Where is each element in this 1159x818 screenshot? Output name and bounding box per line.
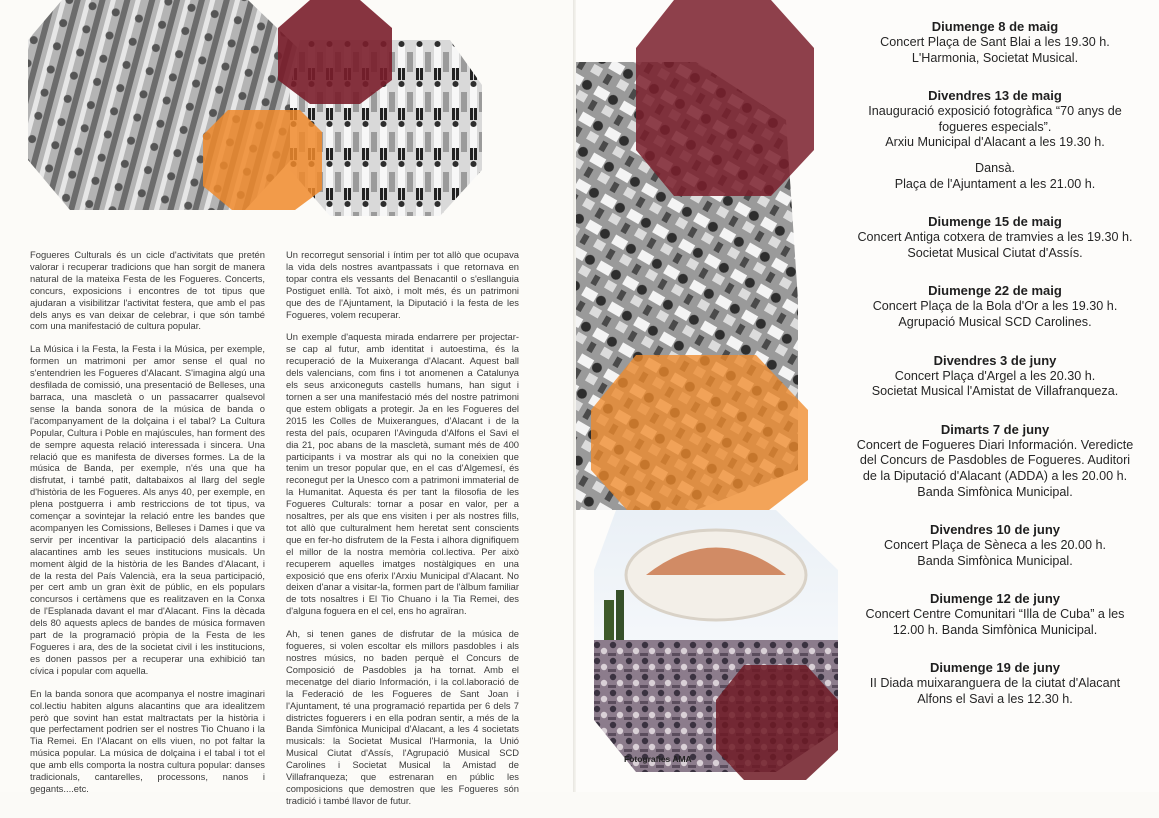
event-detail: Concert de Fogueres Diari Información. Veredicte: [856, 437, 1134, 452]
orange-octagon: [203, 110, 322, 210]
maroon-octagon-bottom: [716, 665, 838, 780]
event-date: Diumenge 12 de juny: [929, 591, 1061, 607]
event-detail: Concert Plaça de la Bola d'Or a les 19.30 h.: [872, 299, 1118, 314]
right-page: [576, 0, 1159, 792]
paragraph: Un exemple d'aquesta mirada endarrere per projectar-se cap al futur, amb identitat i autoestima, és la recuperació de la Muixeranga d'Alacant. Aquest ball dels valencians, com fins i tot anomenen a Catalunya els seus arxiconeguts castells humans, han sigut i tornen a ser una manifestació més del nostre patrimoni que estem obligats a protegir. Ja en les Fogueres del 2015 les Colles de Muixerangues, d'Alacant i de la resta del país, ocuparen l'Avinguda d'Alfons el Savi el dia 21, poc abans de la mascletà, sumant més de 400 participants i va mostrar als qui no la coneixien que tenim un tresor popular que, en el cas d'Algemesí, és reconegut per la Unesco com a patrimoni immaterial de la Humanitat. Aquesta és per tant la filosofia de les Fogueres Culturals: tornar a posar en valor, per a nosaltres, per als que ens visiten i per als nostres fills, tot allò que culturalment hem heretat sent conscients que en fer-ho disfrutem de la Festa i alhora dignifiquem el millor de la nostra memòria col.lectiva. Per això recuperem aquelles imatges nostàlgiques en una exposició que ens oferix l'Arxiu Municipal d'Alacant. No deixen d'anar a visitar-la, formen part de l'àlbum familiar de tots nosaltres i El Tio Chuano i la Tia Remei, des d'alguna foguera en el cel, ens ho agraïran.: [286, 331, 519, 617]
event-item: [840, 353, 1150, 400]
event-date: Dimarts 7 de juny: [940, 421, 1050, 437]
event-detail: Arxiu Municipal d'Alacant a les 19.30 h.: [885, 135, 1105, 150]
event-item: [840, 283, 1150, 330]
events-schedule: [840, 19, 1150, 723]
event-date: Diumenge 15 de maig: [928, 214, 1062, 230]
event-date: Diumenge 8 de maig: [931, 19, 1059, 34]
event-date: Diumenge 19 de juny: [929, 660, 1061, 676]
photo-collage-right: [576, 0, 846, 792]
event-item: [840, 422, 1150, 500]
event-detail: Agrupació Musical SCD Carolines.: [898, 314, 1092, 329]
event-detail: fogueres especials”.: [938, 119, 1052, 134]
left-page: [0, 0, 576, 806]
event-date: Divendres 3 de juny: [933, 352, 1057, 368]
event-date: Diumenge 22 de maig: [928, 283, 1062, 299]
event-detail: Alfons el Savi a les 12.30 h.: [917, 692, 1073, 707]
event-detail: Plaça de l'Ajuntament a les 21.00 h.: [894, 176, 1096, 191]
photo-credit: Fotografies AMA: [624, 754, 692, 764]
event-date: Divendres 13 de maig: [928, 88, 1062, 104]
event-item: [840, 88, 1150, 192]
paragraph: Ah, si tenen ganes de disfrutar de la música de fogueres, si volen escoltar els millors pasdobles i als nostres músics, no baden perquè el Concurs de Composició de Pasdobles ja ha tornat. Amb el mecenatge del diario Información, i la col.laboració de la Federació de les Fogueres de Sant Joan i l'Ajuntament, té una programació repartida per 6 dels 7 districtes foguerers i en ella podran sentir, a més de la Banda Simfònica Municipal d'Alacant, a les 4 societats musicals: la Societat Musical l'Harmonia, la Unió Musical Ciutat d'Assís, l'Agrupació Musical SCD Carolines i Societat Musical la Amistad de Villafranqueza; que estrenaran en públic les composicions que demostren que les Fogueres són tradició i també llavor de futur.: [286, 628, 519, 806]
event-item: [840, 660, 1150, 707]
event-detail: de la Diputació d'Alacant (ADDA) a les 20.00 h.: [862, 468, 1128, 483]
paragraph: Fogueres Culturals és un cicle d'activitats que pretén valorar i recuperar tradicions que han sorgit de manera natural de la mateixa Festa de les Fogueres. Concerts, concurs, exposicions i encontres de tot tipus que ajudaran a visibilitzar l'activitat festera, que amb el pas dels anys es van deixar de celebrar, i que són també com una manifestació de cultura popular.: [30, 249, 265, 332]
event-item: [840, 522, 1150, 569]
article-column-1: [30, 249, 265, 806]
paragraph: En la banda sonora que acompanya el nostre imaginari col.lectiu habiten alguns alacantins que ara idealitzem però que sovint han estat maltractats per la història i que perfectament podrien ser el nostres Tio Chuano i la Tia Remei. En l'Alacant on ells viuen, no pot faltar la música popular. La música de dolçaina i el tabal i tot el que amb ells comporta la nostra cultura popular: danses tradicionals, cantarelles, processons, nanos i gegants....etc.: [30, 687, 265, 794]
event-detail: Concert Plaça de Sant Blai a les 19.30 h.: [880, 35, 1110, 49]
paragraph: Un recorregut sensorial i íntim per tot allò que ocupava la vida dels nostres avantpassats i que retornava en topar contra els vessants del Benacantil o s'esllanguia Postiguet enllà. Tot això, i molt més, és un patrimoni que des de l'Ajuntament, la Diputació i la festa de les Fogueres, volem recuperar.: [286, 249, 519, 320]
event-detail: Societat Musical l'Amistat de Villafranqueza.: [871, 384, 1119, 399]
event-detail: Concert Antiga cotxera de tramvies a les 19.30 h.: [857, 230, 1133, 245]
event-date: Divendres 10 de juny: [929, 522, 1061, 538]
event-detail: Banda Simfònica Municipal.: [917, 484, 1073, 499]
event-detail: L'Harmonia, Societat Musical.: [911, 50, 1079, 65]
event-detail: II Diada muixaranguera de la ciutat d'Alacant: [869, 676, 1121, 691]
article-column-2: [286, 249, 519, 818]
event-detail: Concert Centre Comunitari “Illa de Cuba” a les: [865, 607, 1125, 622]
event-item: [840, 591, 1150, 638]
event-detail: Concert Plaça de Sèneca a les 20.00 h.: [884, 538, 1106, 553]
event-item: [840, 19, 1150, 66]
event-item: [840, 214, 1150, 261]
photo-collage-top: [0, 0, 576, 230]
orange-octagon-middle: [591, 355, 808, 520]
event-detail: Inauguració exposició fotogràfica “70 anys de: [868, 104, 1122, 119]
event-detail: Concert Plaça d'Argel a les 20.30 h.: [894, 368, 1096, 383]
event-detail: Societat Musical Ciutat d'Assís.: [907, 245, 1083, 260]
event-detail: Dansà.: [975, 160, 1015, 175]
maroon-octagon-top: [636, 0, 814, 196]
paragraph: La Música i la Festa, la Festa i la Música, per exemple, formen un matrimoni per amor sense el qual no s'entendrien les Fogueres d'Alacant. S'imagina algú una desfilada de comissió, una presentació de Belleses, una barraca, una mascletà o un passacarrer qualsevol sense la banda sonora de la música de banda o l'acompanyament de la dolçaina i el tabal? La Cultura Popular, Cultura i Poble en majúscules, han forment des de sempre aquesta relació interessada i sincera. Una relació que es manifesta de diverses formes. La de la música de Banda, per exemple, n'és una que ha disfrutat, i també patit, daltabaixos al llarg del segle d'història de les Fogueres. Als anys 40, per exemple, en plena postguerra i amb restriccions de tot tipus, va començar a sovintejar la relació entre les bandes que acompanyen les Comissions, Belleses i Dames i que va servir per incentivar la participació dels alacantins i alacantines amb les seues institucions musicals. Un moment àlgid de la història de les Bandes d'Alacant, i de la resta del País Valencià, era la seua participació, per cert amb un gran èxit de públic, en els populars concursos i certàmens que es realitzaven en la Conxa de l'Esplanada davant el mar d'Alacant. Fins la dècada dels 80 aquests aplecs de bandes de música formaven part de la programació pròpia de la Festa de les Fogueres i ara, des de la societat civil i les institucions, es donen passos per a recuperar una exhibició tan cívica i popular com aquella.: [30, 343, 265, 676]
event-detail: 12.00 h. Banda Simfònica Municipal.: [892, 622, 1098, 637]
event-detail: Banda Simfònica Municipal.: [917, 553, 1073, 568]
event-detail: del Concurs de Pasdobles de Fogueres. Auditori: [859, 453, 1131, 468]
maroon-octagon: [278, 0, 392, 104]
